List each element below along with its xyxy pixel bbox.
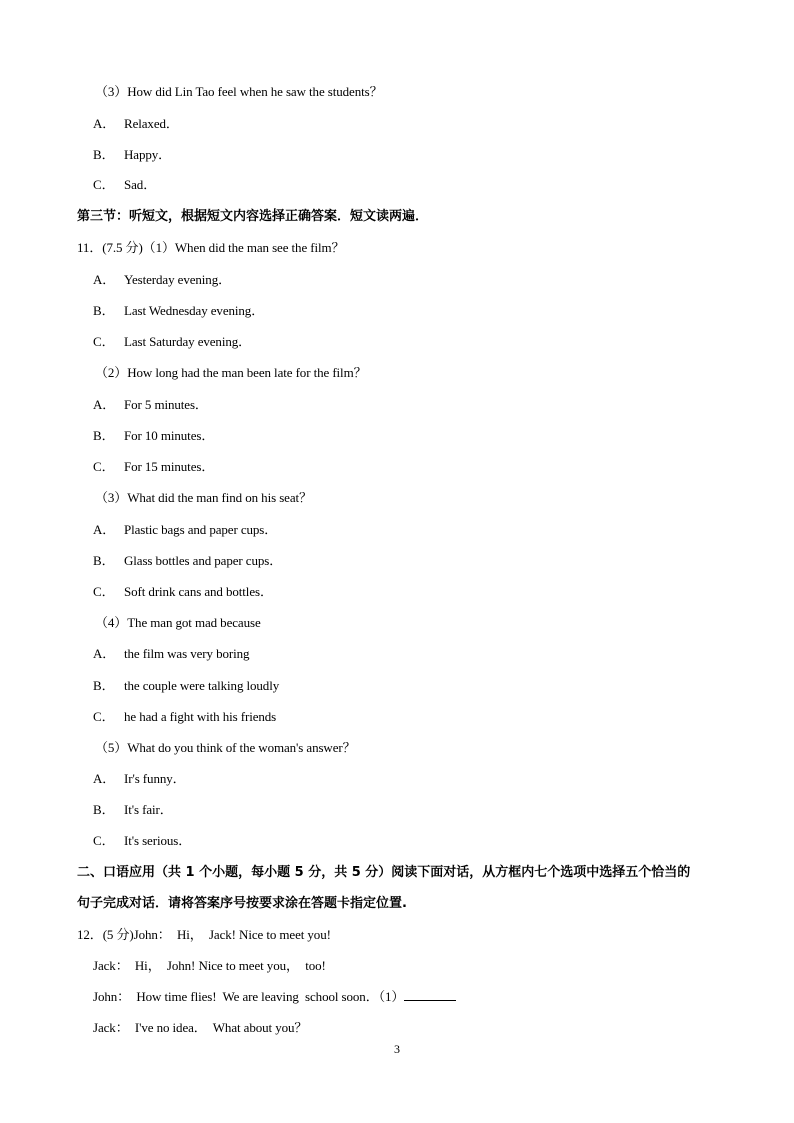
option-c: C． It's serious． — [93, 833, 192, 848]
dialogue-line: John： How time flies! We are leaving school soon．（1） — [93, 989, 456, 1005]
question-11-header: 11．(7.5 分)（1）When did the man see the film？ — [77, 240, 345, 255]
option-b: B． Glass bottles and paper cups． — [93, 553, 283, 568]
dialogue-line: Jack： Hi， John! Nice to meet you， too! — [93, 958, 326, 973]
option-c: C． Soft drink cans and bottles． — [93, 584, 273, 599]
dialogue-line: Jack： I've no idea． What about you？ — [93, 1020, 308, 1035]
question-3-prompt: （3）How did Lin Tao feel when he saw the students？ — [95, 84, 383, 99]
option-a: A． For 5 minutes． — [93, 397, 208, 412]
sub-question-3: （3）What did the man find on his seat？ — [95, 490, 312, 505]
section-heading: 第三节：听短文，根据短文内容选择正确答案．短文读两遍． — [77, 209, 429, 224]
option-a: A． Ir's funny． — [93, 771, 186, 786]
option-c: C． he had a fight with his friends — [93, 709, 277, 724]
option-a: A． the film was very boring — [93, 646, 250, 661]
sub-question-2: （2）How long had the man been late for the film？ — [95, 365, 367, 380]
option-c: C． For 15 minutes． — [93, 459, 215, 474]
option-b: B． Happy． — [93, 147, 172, 162]
section-heading: 二、口语应用（共 1 个小题，每小题 5 分，共 5 分）阅读下面对话，从方框内七个选项中选择五个恰当的 — [77, 865, 691, 880]
sub-question-4: （4）The man got mad because — [95, 615, 261, 630]
option-a: A． Plastic bags and paper cups． — [93, 522, 278, 537]
option-a: A． Relaxed． — [93, 116, 179, 131]
option-b: B． Last Wednesday evening． — [93, 303, 265, 318]
option-c: C． Sad． — [93, 177, 157, 192]
option-b: B． It's fair． — [93, 802, 173, 817]
dialogue-line: 12．(5 分)John： Hi， Jack! Nice to meet you! — [77, 927, 331, 942]
option-b: B． For 10 minutes． — [93, 428, 215, 443]
section-instructions: 句子完成对话．请将答案序号按要求涂在答题卡指定位置. — [77, 896, 407, 911]
option-c: C． Last Saturday evening． — [93, 334, 252, 349]
page-number: 3 — [394, 1042, 400, 1056]
option-b: B． the couple were talking loudly — [93, 678, 280, 693]
option-a: A． Yesterday evening． — [93, 272, 231, 287]
answer-blank[interactable] — [404, 989, 456, 1001]
sub-question-5: （5）What do you think of the woman's answer？ — [95, 740, 356, 755]
